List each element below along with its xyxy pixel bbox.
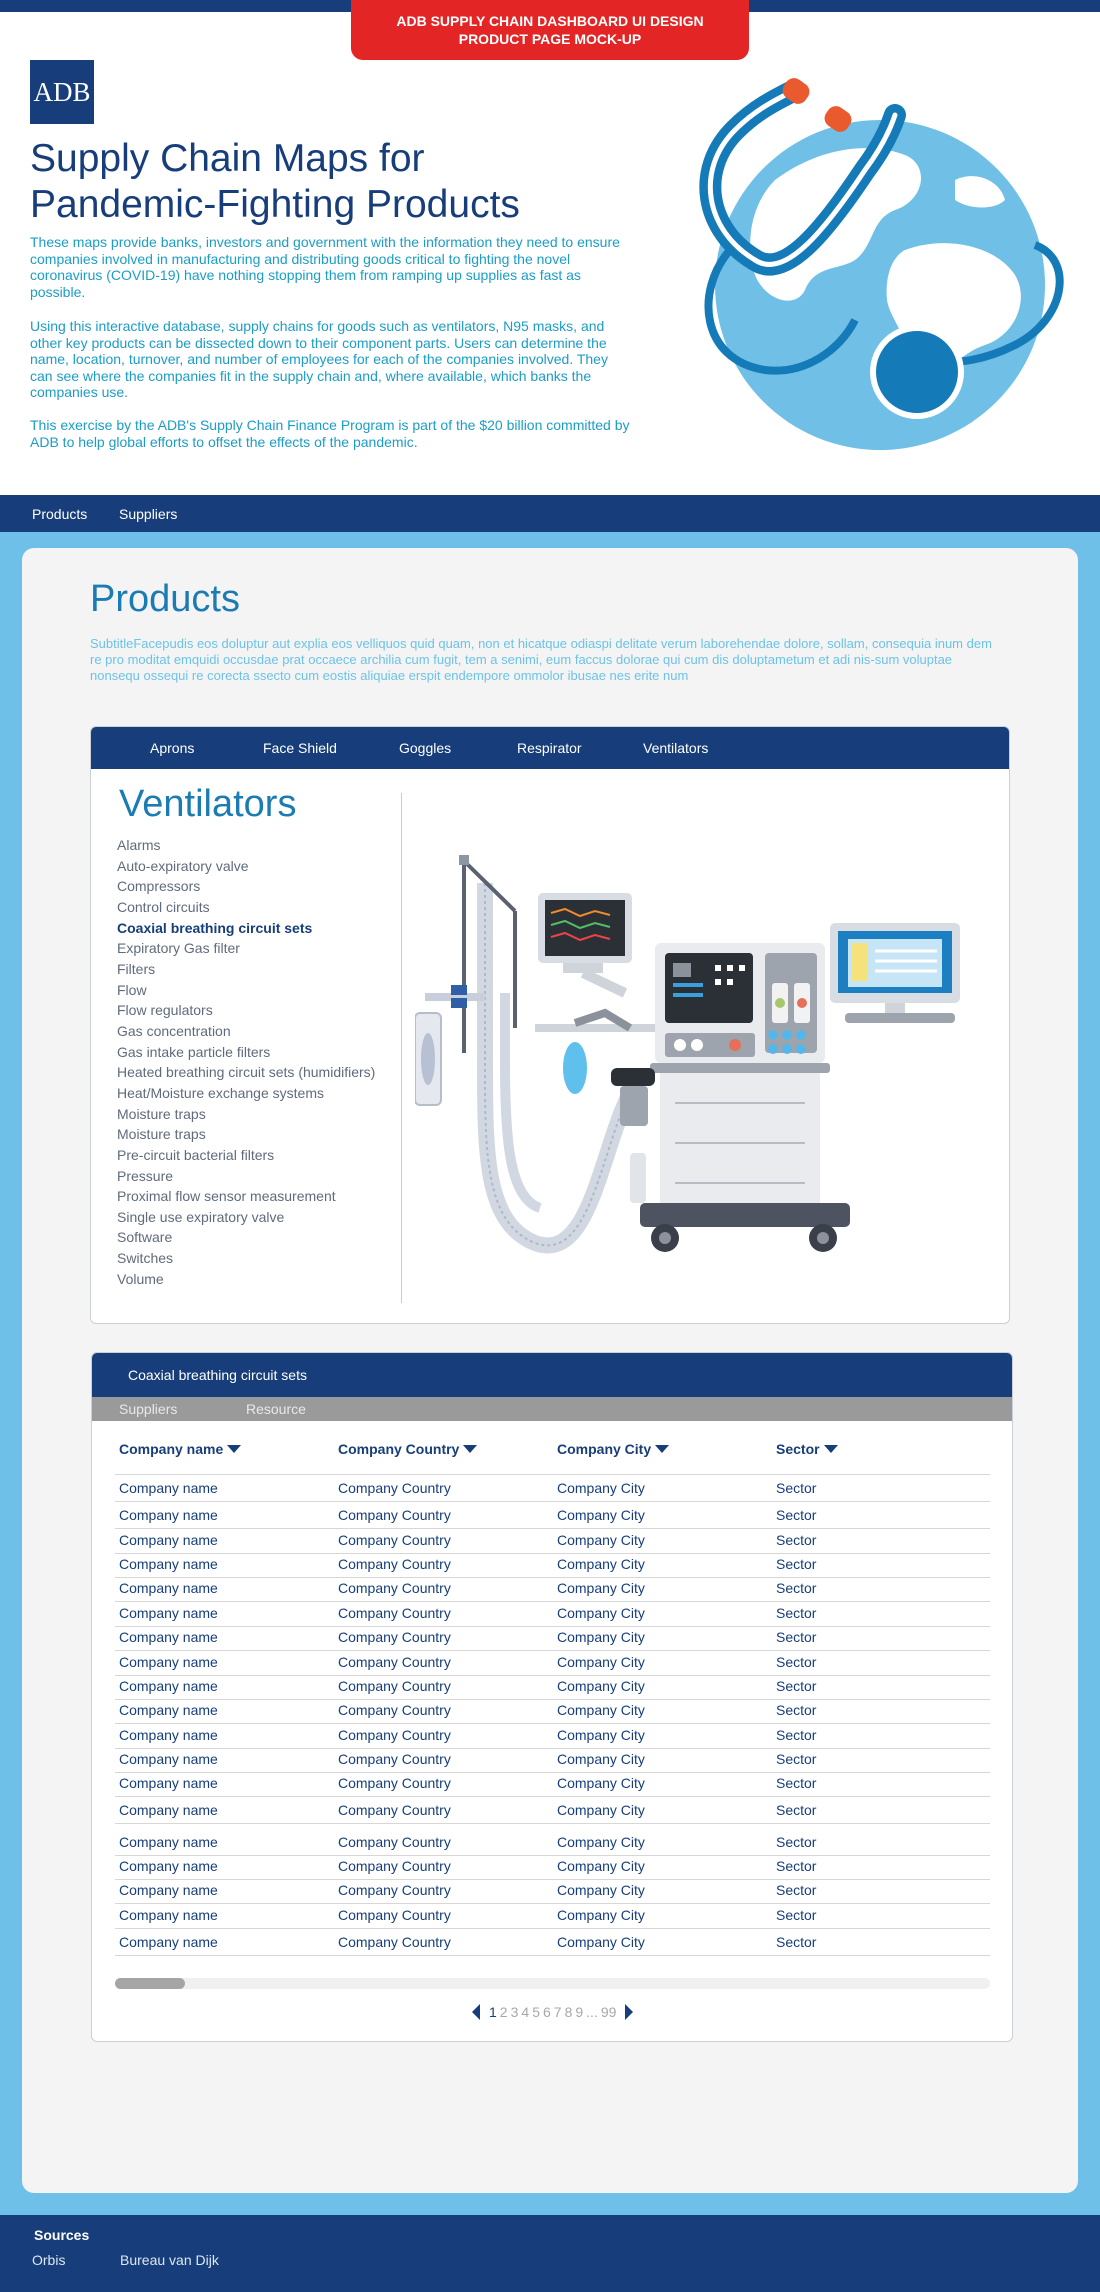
caret-down-icon[interactable]: [227, 1445, 241, 1453]
cell-company-country: Company Country: [338, 1629, 451, 1645]
table-row[interactable]: [115, 1627, 990, 1651]
table-row[interactable]: [115, 1603, 990, 1627]
mockup-banner: [351, 0, 749, 60]
chevron-right-icon[interactable]: [625, 2004, 633, 2020]
cell-sector: Sector: [776, 1727, 817, 1743]
table-row[interactable]: [115, 1652, 990, 1676]
ventilator-illustration: [415, 853, 1000, 1293]
table-row[interactable]: [115, 1530, 990, 1554]
component-item[interactable]: Gas concentration: [117, 1022, 231, 1039]
product-tab-bar: [91, 727, 1010, 769]
card-divider: [401, 793, 402, 1303]
cell-company-name: Company name: [119, 1629, 218, 1645]
cell-company-name: Company name: [119, 1802, 218, 1818]
cell-company-city: Company City: [557, 1532, 645, 1548]
sources-title: Sources: [34, 2227, 90, 2243]
cell-sector: Sector: [776, 1480, 817, 1496]
cell-company-name: Company name: [119, 1532, 218, 1548]
column-header-company-city[interactable]: [557, 1441, 669, 1457]
product-card: [90, 726, 1010, 1324]
suppliers-card-header: [92, 1353, 1013, 1397]
cell-company-country: Company Country: [338, 1934, 451, 1950]
cell-company-country: Company Country: [338, 1834, 451, 1850]
caret-down-icon[interactable]: [824, 1445, 838, 1453]
table-row[interactable]: [115, 1700, 990, 1724]
component-item-selected[interactable]: Coaxial breathing circuit sets: [117, 919, 313, 936]
cell-sector: Sector: [776, 1580, 817, 1596]
column-header-company-country[interactable]: [338, 1441, 477, 1457]
component-item[interactable]: Single use expiratory valve: [117, 1208, 285, 1225]
column-header-company-name[interactable]: [119, 1441, 241, 1457]
suppliers-card-title: Coaxial breathing circuit sets: [128, 1367, 307, 1383]
cell-company-name: Company name: [119, 1775, 218, 1791]
cell-sector: Sector: [776, 1775, 817, 1791]
scrollbar-thumb[interactable]: [115, 1978, 185, 1989]
tab-face-shield[interactable]: Face Shield: [263, 740, 337, 756]
cell-sector: Sector: [776, 1751, 817, 1767]
table-row[interactable]: [115, 1773, 990, 1797]
cell-company-name: Company name: [119, 1507, 218, 1523]
cell-company-city: Company City: [557, 1654, 645, 1670]
cell-company-country: Company Country: [338, 1580, 451, 1596]
hero-paragraph-2: Using this interactive database, supply chains for goods such as ventilators, N95 masks, and other key products can be dissected down to their component parts. Users can determine the name, location, turnover, and number of employees for each of the companies involved. They can see where the companies fit in the supply chain and, where available, which banks the companies use.: [30, 318, 608, 400]
main-nav: [0, 495, 1100, 532]
cell-company-country: Company Country: [338, 1775, 451, 1791]
cell-company-name: Company name: [119, 1858, 218, 1874]
cell-company-city: Company City: [557, 1775, 645, 1791]
cell-sector: Sector: [776, 1507, 817, 1523]
cell-company-city: Company City: [557, 1702, 645, 1718]
hero-paragraph-3: This exercise by the ADB's Supply Chain Finance Program is part of the $20 billion committed by ADB to help global efforts to offset the effects of the pandemic.: [30, 417, 630, 450]
cell-company-name: Company name: [119, 1882, 218, 1898]
cell-sector: Sector: [776, 1702, 817, 1718]
component-item[interactable]: Switches: [117, 1250, 174, 1267]
cell-company-country: Company Country: [338, 1532, 451, 1548]
suppliers-card: [91, 1352, 1013, 2042]
cell-sector: Sector: [776, 1882, 817, 1898]
page-ellipsis: ...: [586, 2004, 598, 2020]
cell-company-country: Company Country: [338, 1556, 451, 1572]
source-orbis[interactable]: Orbis: [32, 2252, 66, 2268]
chevron-left-icon[interactable]: [472, 2004, 480, 2020]
table-row[interactable]: [115, 1554, 990, 1578]
cell-company-city: Company City: [557, 1605, 645, 1621]
cell-company-country: Company Country: [338, 1907, 451, 1923]
cell-company-name: Company name: [119, 1834, 218, 1850]
table-row[interactable]: [115, 1856, 990, 1880]
column-header-label: Company Country: [338, 1441, 460, 1457]
hero-paragraph-1: These maps provide banks, investors and government with the information they need to ensure companies involved in manufacturing and distributing goods critical to fighting the novel coronavirus (COVID-19) have nothing stopping them from ramping up supplies as fast as possible.: [30, 234, 620, 300]
suppliers-subtabs: [92, 1397, 1013, 1421]
column-header-label: Company name: [119, 1441, 224, 1457]
table-row[interactable]: [115, 1676, 990, 1700]
cell-company-city: Company City: [557, 1751, 645, 1767]
cell-company-name: Company name: [119, 1678, 218, 1694]
cell-company-country: Company Country: [338, 1858, 451, 1874]
table-row[interactable]: [115, 1932, 990, 1956]
cell-company-name: Company name: [119, 1556, 218, 1572]
cell-company-city: Company City: [557, 1934, 645, 1950]
tab-goggles[interactable]: Goggles: [399, 740, 452, 756]
caret-down-icon[interactable]: [463, 1445, 477, 1453]
cell-company-name: Company name: [119, 1702, 218, 1718]
page-6[interactable]: 6: [542, 2004, 551, 2020]
component-item[interactable]: Filters: [117, 960, 156, 977]
component-item[interactable]: Alarms: [117, 837, 161, 853]
table-row[interactable]: [115, 1478, 990, 1502]
component-item[interactable]: Flow: [117, 981, 147, 998]
cell-company-country: Company Country: [338, 1480, 451, 1496]
component-item[interactable]: Heat/Moisture exchange systems: [117, 1084, 324, 1101]
page-2[interactable]: 2: [499, 2004, 508, 2020]
component-item[interactable]: Volume: [117, 1270, 164, 1287]
cell-company-country: Company Country: [338, 1678, 451, 1694]
cell-company-city: Company City: [557, 1629, 645, 1645]
page-4[interactable]: 4: [521, 2004, 530, 2020]
cell-company-name: Company name: [119, 1934, 218, 1950]
adb-logo[interactable]: [30, 60, 94, 124]
component-item[interactable]: Expiratory Gas filter: [117, 940, 240, 957]
cell-company-name: Company name: [119, 1727, 218, 1743]
table-row[interactable]: [115, 1800, 990, 1824]
cell-sector: Sector: [776, 1605, 817, 1621]
cell-sector: Sector: [776, 1934, 817, 1950]
hero-title: [30, 136, 650, 228]
nav-products[interactable]: Products: [32, 506, 88, 522]
subtab-resource[interactable]: Resource: [246, 1401, 306, 1417]
footer: [0, 2215, 1100, 2292]
cell-sector: Sector: [776, 1532, 817, 1548]
cell-company-country: Company Country: [338, 1751, 451, 1767]
cell-sector: Sector: [776, 1858, 817, 1874]
cell-company-country: Company Country: [338, 1654, 451, 1670]
products-title: Products: [90, 578, 240, 620]
cell-sector: Sector: [776, 1678, 817, 1694]
component-item[interactable]: Heated breathing circuit sets (humidifiers): [117, 1064, 376, 1081]
horizontal-scrollbar[interactable]: [115, 1978, 990, 1989]
cell-sector: Sector: [776, 1629, 817, 1645]
cell-company-country: Company Country: [338, 1727, 451, 1743]
cell-company-name: Company name: [119, 1751, 218, 1767]
page-5[interactable]: 5: [532, 2004, 540, 2020]
component-item[interactable]: Compressors: [117, 878, 201, 895]
subtab-suppliers[interactable]: Suppliers: [119, 1401, 178, 1417]
column-header-label: Company City: [557, 1441, 652, 1457]
page-8[interactable]: 8: [564, 2004, 573, 2020]
cell-company-city: Company City: [557, 1907, 645, 1923]
caret-down-icon[interactable]: [655, 1445, 669, 1453]
cell-company-city: Company City: [557, 1556, 645, 1572]
cell-company-city: Company City: [557, 1480, 645, 1496]
component-item[interactable]: Proximal flow sensor measurement: [117, 1188, 336, 1205]
table-row[interactable]: [115, 1578, 990, 1602]
cell-company-name: Company name: [119, 1480, 218, 1496]
cell-sector: Sector: [776, 1556, 817, 1572]
table-row[interactable]: [115, 1505, 990, 1529]
cell-sector: Sector: [776, 1654, 817, 1670]
page-1[interactable]: 1: [489, 2004, 497, 2020]
cell-company-name: Company name: [119, 1907, 218, 1923]
cell-company-city: Company City: [557, 1678, 645, 1694]
cell-company-city: Company City: [557, 1580, 645, 1596]
cell-company-city: Company City: [557, 1802, 645, 1818]
page-99[interactable]: 99: [600, 2004, 617, 2020]
cell-company-city: Company City: [557, 1507, 645, 1523]
cell-company-city: Company City: [557, 1858, 645, 1874]
cell-company-city: Company City: [557, 1834, 645, 1850]
cell-company-name: Company name: [119, 1654, 218, 1670]
column-header-label: Sector: [776, 1441, 820, 1457]
table-row[interactable]: [115, 1880, 990, 1904]
table-row[interactable]: [115, 1725, 990, 1749]
cell-sector: Sector: [776, 1834, 817, 1850]
cell-company-name: Company name: [119, 1605, 218, 1621]
component-item[interactable]: Moisture traps: [117, 1105, 206, 1122]
globe-stethoscope-illustration: [655, 60, 1075, 460]
cell-company-name: Company name: [119, 1580, 218, 1596]
tab-respirator[interactable]: Respirator: [517, 740, 582, 756]
component-item[interactable]: Flow regulators: [117, 1002, 213, 1019]
header-divider: [115, 1474, 990, 1475]
page-7[interactable]: 7: [553, 2004, 562, 2020]
banner-line-1: ADB SUPPLY CHAIN DASHBOARD UI DESIGN: [396, 13, 704, 29]
hero-title-line-1: Supply Chain Maps for: [30, 137, 425, 180]
table-row[interactable]: [115, 1749, 990, 1773]
tab-aprons[interactable]: Aprons: [150, 740, 195, 756]
component-item[interactable]: Pressure: [117, 1167, 174, 1184]
table-row[interactable]: [115, 1905, 990, 1929]
cell-company-country: Company Country: [338, 1802, 451, 1818]
ventilators-title: Ventilators: [119, 783, 297, 825]
cell-company-country: Company Country: [338, 1605, 451, 1621]
tab-ventilators[interactable]: Ventilators: [643, 740, 709, 756]
page-3[interactable]: 3: [510, 2004, 519, 2020]
component-item[interactable]: Moisture traps: [117, 1126, 206, 1143]
products-subtitle: SubtitleFacepudis eos doluptur aut explia eos velliquos quid quam, non et hicatque odiaspi delitate verum laborehendae dolore, sollam, consequia inum dem re pro moditat emquidi occusdae prat occaece archilia cum fugit, tem a senimi, eum faccus dolorae qui cum dis doluptametum et adi nis-sum voluptae nonsequ ossequi re corecta ssecto cum eostis aliquiae erspit endempore ommolor ibusae nes erite num: [90, 636, 992, 683]
cell-company-country: Company Country: [338, 1882, 451, 1898]
page-9[interactable]: 9: [575, 2004, 584, 2020]
column-header-sector[interactable]: [776, 1441, 838, 1457]
cell-sector: Sector: [776, 1802, 817, 1818]
component-item[interactable]: Control circuits: [117, 898, 210, 915]
source-bureau-van-dijk[interactable]: Bureau van Dijk: [120, 2252, 219, 2268]
component-item[interactable]: Software: [117, 1229, 173, 1246]
cell-company-country: Company Country: [338, 1507, 451, 1523]
nav-suppliers[interactable]: Suppliers: [119, 506, 178, 522]
table-row[interactable]: [115, 1832, 990, 1856]
cell-company-city: Company City: [557, 1727, 645, 1743]
banner-line-2: PRODUCT PAGE MOCK-UP: [458, 31, 642, 47]
logo-text: ADB: [33, 76, 91, 107]
cell-company-city: Company City: [557, 1882, 645, 1898]
component-list: [117, 835, 375, 1289]
component-item[interactable]: Auto-expiratory valve: [117, 857, 249, 874]
hero-title-line-2: Pandemic-Fighting Products: [30, 183, 520, 226]
cell-sector: Sector: [776, 1907, 817, 1923]
pagination: [472, 2002, 633, 2022]
cell-company-country: Company Country: [338, 1702, 451, 1718]
component-item[interactable]: Pre-circuit bacterial filters: [117, 1146, 275, 1163]
component-item[interactable]: Gas intake particle filters: [117, 1043, 271, 1060]
